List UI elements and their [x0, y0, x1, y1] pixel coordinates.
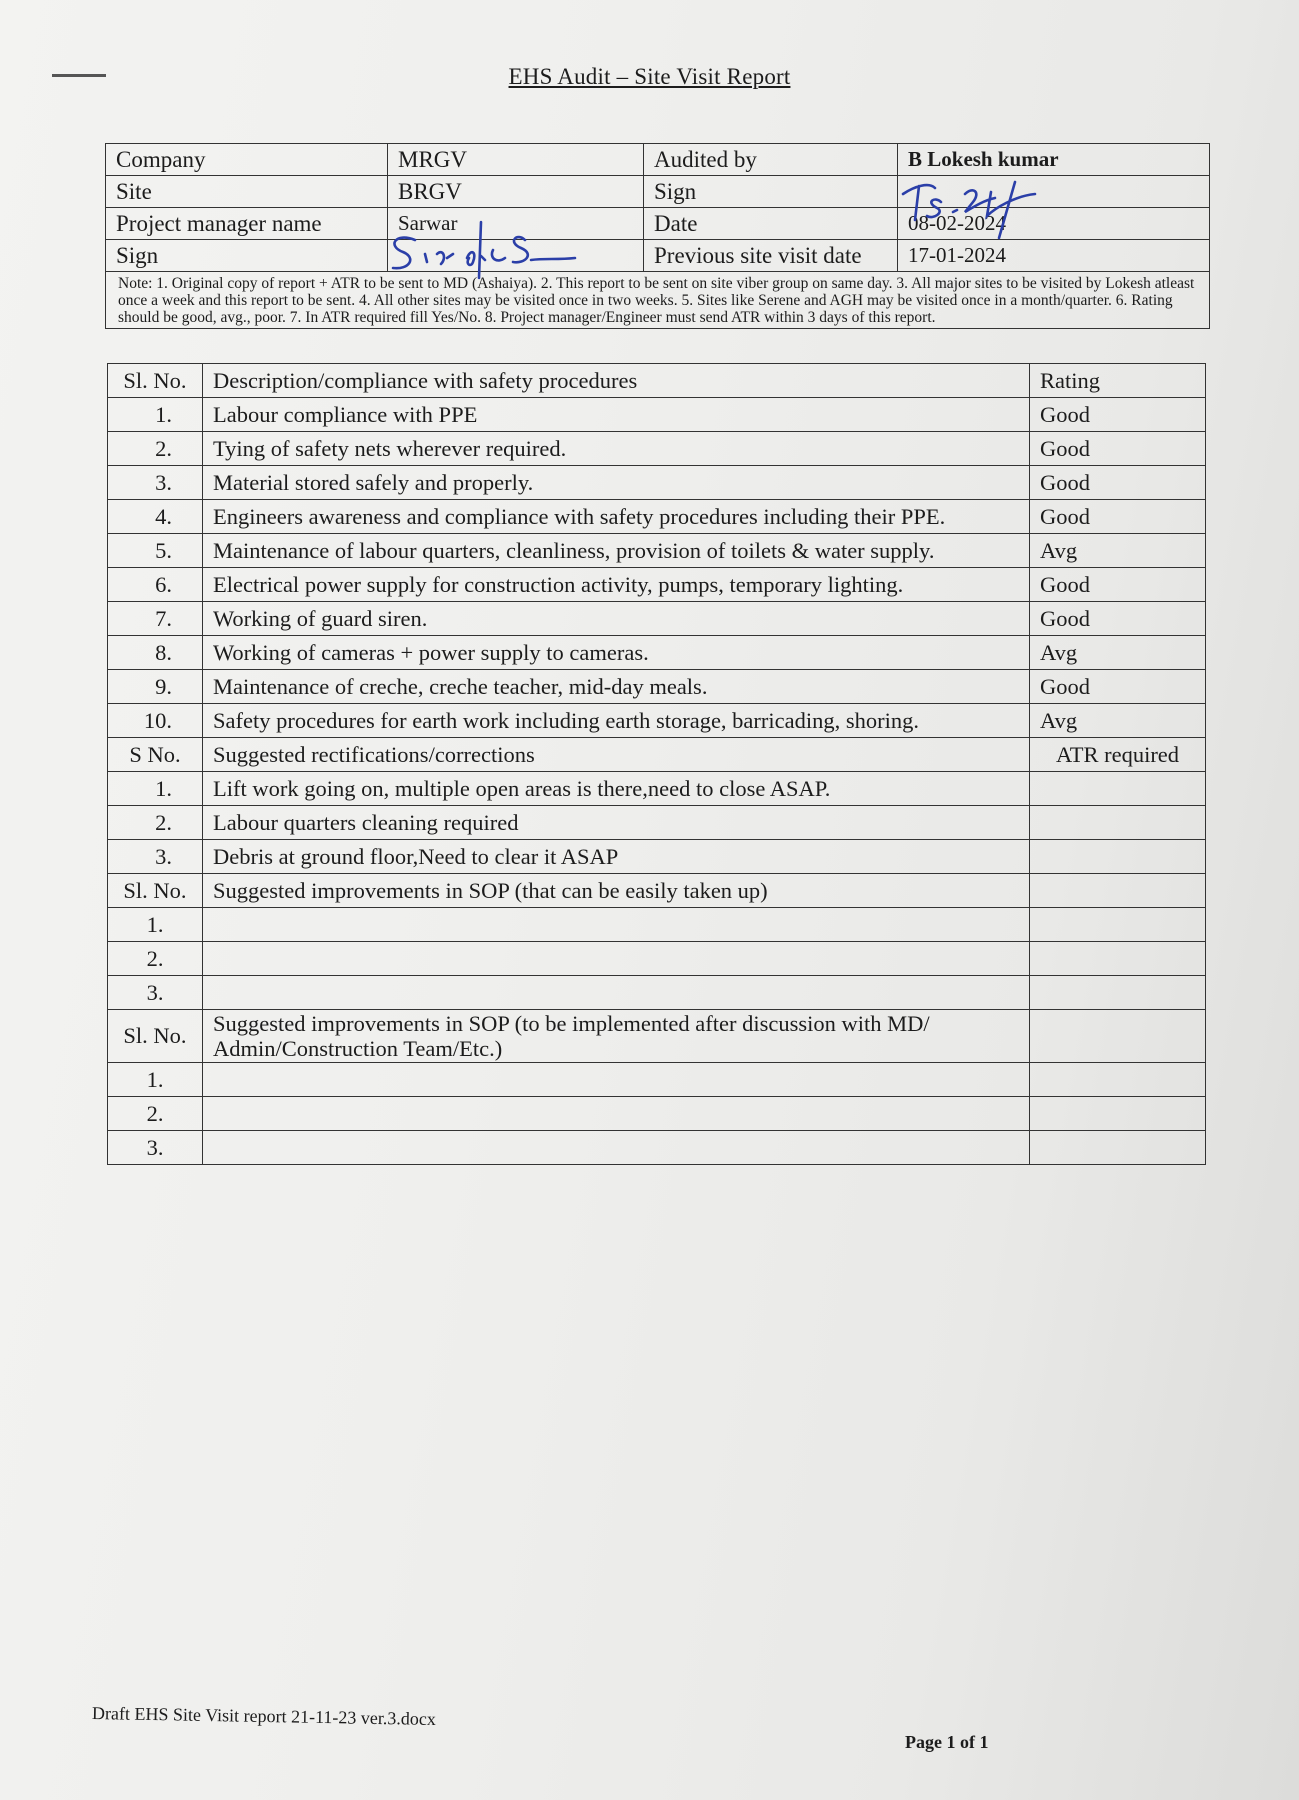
row-number: 2. — [108, 1097, 203, 1131]
row-number: 3. — [108, 976, 203, 1010]
row-number: 1. — [108, 1063, 203, 1097]
date-value: 08-02-2024 — [898, 208, 1210, 240]
col-description: Description/compliance with safety procedures — [203, 364, 1030, 398]
company-label: Company — [106, 144, 388, 176]
company-value: MRGV — [388, 144, 644, 176]
table-row — [108, 364, 1206, 398]
table-row — [108, 1010, 1206, 1063]
table-row — [108, 806, 1206, 840]
row-number: 9. — [108, 670, 203, 704]
table-row — [108, 636, 1206, 670]
table-row — [108, 942, 1206, 976]
row-description — [203, 1131, 1030, 1165]
table-row — [108, 1097, 1206, 1131]
footer-page-number: Page 1 of 1 — [905, 1732, 989, 1752]
row-atr — [1030, 1131, 1206, 1165]
col-s-no: S No. — [108, 738, 203, 772]
date-label: Date — [644, 208, 898, 240]
row-number: 6. — [108, 568, 203, 602]
pm-sign-cell — [388, 240, 644, 272]
auditor-sign-cell — [898, 176, 1210, 208]
row-rating: Good — [1030, 500, 1206, 534]
row-description: Working of guard siren. — [203, 602, 1030, 636]
table-row — [108, 738, 1206, 772]
row-number: 3. — [108, 466, 203, 500]
row-rating: Good — [1030, 398, 1206, 432]
row-number: 7. — [108, 602, 203, 636]
table-row — [108, 432, 1206, 466]
row-atr — [1030, 1097, 1206, 1131]
note-text: Note: 1. Original copy of report + ATR to be sent to MD (Ashaiya). 2. This report to be sent on site viber group on same day. 3. All major sites to be visited by Lokesh atleast once a week and this report to be sent. 4. All other sites may be visited once in two weeks. 5. Sites like Serene and AGH may be visited once in a month/quarter. 6. Rating should be good, avg., poor. 7. In ATR required fill Yes/No. 8. Project manager/Engineer must send ATR within 3 days of this report. — [106, 272, 1210, 329]
row-description — [203, 976, 1030, 1010]
row-rating: Good — [1030, 466, 1206, 500]
row-description: Electrical power supply for construction activity, pumps, temporary lighting. — [203, 568, 1030, 602]
footer-filename: Draft EHS Site Visit report 21-11-23 ver.3.docx — [91, 1703, 437, 1729]
table-row — [108, 670, 1206, 704]
row-description: Maintenance of creche, creche teacher, mid-day meals. — [203, 670, 1030, 704]
row-number: 2. — [108, 806, 203, 840]
table-row — [108, 772, 1206, 806]
row-description: Material stored safely and properly. — [203, 466, 1030, 500]
row-description: Working of cameras + power supply to cameras. — [203, 636, 1030, 670]
row-number: 5. — [108, 534, 203, 568]
site-value: BRGV — [388, 176, 644, 208]
row-description — [203, 908, 1030, 942]
audited-by-label: Audited by — [644, 144, 898, 176]
table-row — [108, 398, 1206, 432]
table-row — [108, 1131, 1206, 1165]
table-row — [108, 976, 1206, 1010]
row-atr — [1030, 772, 1206, 806]
row-rating: Good — [1030, 602, 1206, 636]
table-row — [108, 874, 1206, 908]
pm-sign-label: Sign — [106, 240, 388, 272]
table-row — [108, 704, 1206, 738]
table-row — [108, 840, 1206, 874]
report-title: EHS Audit – Site Visit Report — [508, 64, 791, 89]
row-number: 2. — [108, 942, 203, 976]
prev-visit-value: 17-01-2024 — [898, 240, 1210, 272]
row-atr — [1030, 976, 1206, 1010]
row-number: 4. — [108, 500, 203, 534]
col-rectifications: Suggested rectifications/corrections — [203, 738, 1030, 772]
row-atr — [1030, 840, 1206, 874]
row-atr — [1030, 942, 1206, 976]
col-empty — [1030, 874, 1206, 908]
row-description: Labour quarters cleaning required — [203, 806, 1030, 840]
row-atr — [1030, 806, 1206, 840]
row-description: Engineers awareness and compliance with safety procedures including their PPE. — [203, 500, 1030, 534]
audited-by-value: B Lokesh kumar — [898, 144, 1210, 176]
row-number: 1. — [108, 772, 203, 806]
row-rating: Avg — [1030, 534, 1206, 568]
row-number: 3. — [108, 840, 203, 874]
col-rating: Rating — [1030, 364, 1206, 398]
pm-value: Sarwar — [388, 208, 644, 240]
col-sop-easy: Suggested improvements in SOP (that can be easily taken up) — [203, 874, 1030, 908]
row-rating: Good — [1030, 432, 1206, 466]
row-description: Lift work going on, multiple open areas is there,need to close ASAP. — [203, 772, 1030, 806]
table-row — [108, 500, 1206, 534]
table-row — [108, 534, 1206, 568]
row-description: Tying of safety nets wherever required. — [203, 432, 1030, 466]
col-sop-discuss: Suggested improvements in SOP (to be implemented after discussion with MD/ Admin/Construction Team/Etc.) — [203, 1010, 1030, 1063]
row-rating: Avg — [1030, 704, 1206, 738]
col-atr-required: ATR required — [1030, 738, 1206, 772]
row-atr — [1030, 908, 1206, 942]
header-table — [105, 143, 1210, 329]
row-number: 1. — [108, 908, 203, 942]
pm-label: Project manager name — [106, 208, 388, 240]
row-description — [203, 942, 1030, 976]
row-description: Debris at ground floor,Need to clear it ASAP — [203, 840, 1030, 874]
col-sl-no: Sl. No. — [108, 364, 203, 398]
row-number: 8. — [108, 636, 203, 670]
row-number: 3. — [108, 1131, 203, 1165]
audit-table — [107, 363, 1206, 1165]
col-sl-no: Sl. No. — [108, 1010, 203, 1063]
auditor-sign-label: Sign — [644, 176, 898, 208]
col-sl-no: Sl. No. — [108, 874, 203, 908]
row-number: 10. — [108, 704, 203, 738]
row-rating: Good — [1030, 568, 1206, 602]
prev-visit-label: Previous site visit date — [644, 240, 898, 272]
row-number: 2. — [108, 432, 203, 466]
row-description: Maintenance of labour quarters, cleanliness, provision of toilets & water supply. — [203, 534, 1030, 568]
row-number: 1. — [108, 398, 203, 432]
row-description: Safety procedures for earth work including earth storage, barricading, shoring. — [203, 704, 1030, 738]
table-row — [108, 466, 1206, 500]
table-row — [108, 908, 1206, 942]
table-row — [108, 1063, 1206, 1097]
row-rating: Good — [1030, 670, 1206, 704]
row-description — [203, 1063, 1030, 1097]
col-empty — [1030, 1010, 1206, 1063]
row-rating: Avg — [1030, 636, 1206, 670]
table-row — [108, 602, 1206, 636]
site-label: Site — [106, 176, 388, 208]
row-description — [203, 1097, 1030, 1131]
row-description: Labour compliance with PPE — [203, 398, 1030, 432]
table-row — [108, 568, 1206, 602]
row-atr — [1030, 1063, 1206, 1097]
